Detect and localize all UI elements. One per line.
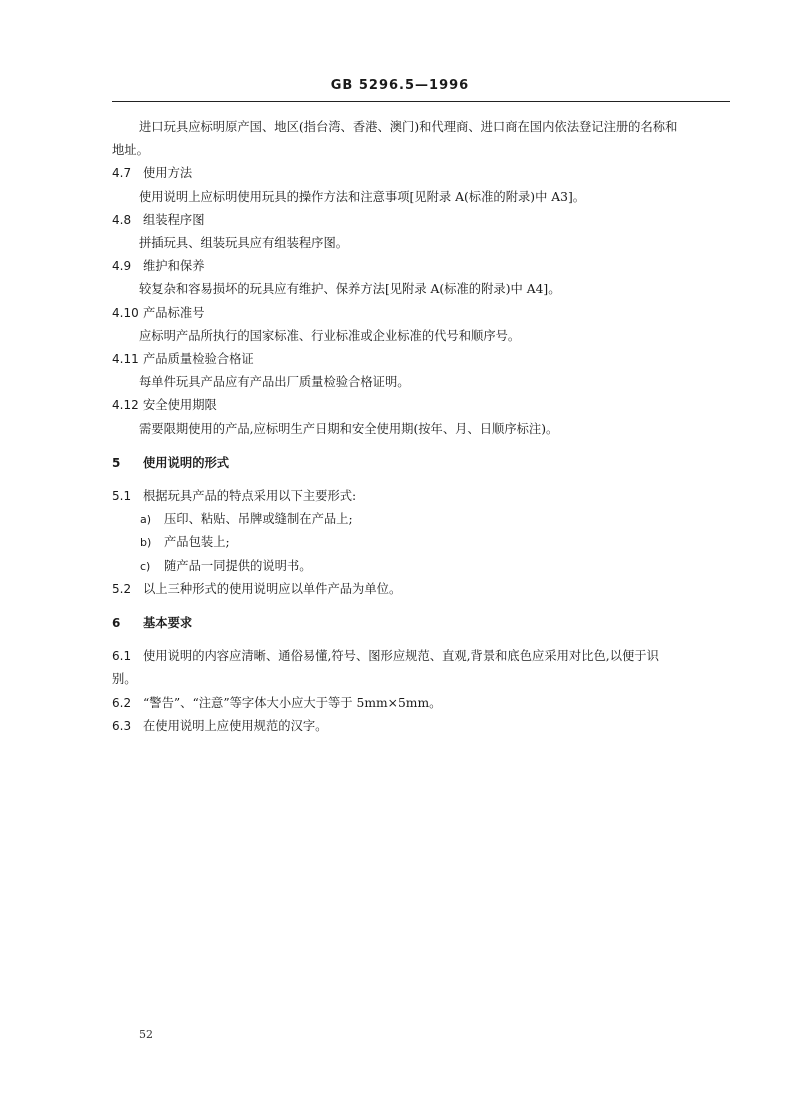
clause-4-7 — [112, 162, 732, 208]
list-item-label: b) — [140, 536, 152, 550]
clause-title: 产品标准号 — [143, 305, 205, 320]
clause-body: 应标明产品所执行的国家标准、行业标准或企业标准的代号和顺序号。 — [139, 328, 521, 343]
clause-6-2 — [112, 692, 732, 715]
document-body — [112, 116, 732, 738]
section-number: 6 — [112, 616, 121, 631]
clause-text: 在使用说明上应使用规范的汉字。 — [143, 718, 328, 733]
clause-body: 拼插玩具、组装玩具应有组装程序图。 — [139, 236, 349, 251]
clause-4-11 — [112, 348, 732, 394]
clause-number: 4.7 — [112, 166, 132, 181]
list-item-label: c) — [140, 559, 151, 573]
clause-title: 产品质量检验合格证 — [143, 352, 254, 367]
clause-body: 需要限期使用的产品,应标明生产日期和安全使用期(按年、月、日顺序标注)。 — [139, 421, 559, 436]
intro-paragraph: 进口玩具应标明原产国、地区(指台湾、香港、澳门)和代理商、进口商在国内依法登记注册的名称和 — [139, 120, 678, 134]
clause-number: 4.8 — [112, 212, 132, 227]
clause-4-12 — [112, 394, 732, 440]
clause-4-8 — [112, 209, 732, 255]
list-item-label: a) — [140, 513, 152, 527]
clause-number: 4.11 — [112, 352, 139, 367]
header-rule — [112, 101, 730, 102]
clause-number: 5.2 — [112, 581, 132, 596]
section-title: 基本要求 — [143, 615, 193, 631]
clause-text: 使用说明的内容应清晰、通俗易懂,符号、图形应规范、直观,背景和底色应采用对比色,以便于识 — [143, 649, 659, 664]
clause-4-10 — [112, 302, 732, 348]
list-item-text: 产品包装上; — [164, 535, 230, 550]
clause-number: 6.1 — [112, 649, 132, 664]
clause-title: 组装程序图 — [143, 212, 205, 227]
section-6-heading — [112, 611, 732, 635]
list-item-text: 随产品一同提供的说明书。 — [164, 558, 312, 573]
section-number: 5 — [112, 455, 121, 470]
clause-body: 每单件玩具产品应有产品出厂质量检验合格证明。 — [139, 375, 410, 390]
intro-paragraph-continuation: 地址。 — [112, 143, 149, 158]
list-item — [112, 555, 732, 578]
clause-body: 使用说明上应标明使用玩具的操作方法和注意事项[见附录 A(标准的附录)中 A3]。 — [139, 189, 586, 204]
clause-6-1-continuation: 别。 — [112, 672, 137, 687]
clause-title: 维护和保养 — [143, 259, 205, 274]
clause-number: 6.2 — [112, 695, 132, 710]
list-item — [112, 508, 732, 531]
clause-number: 5.1 — [112, 489, 132, 504]
standard-code-header: GB 5296.5—1996 — [330, 78, 470, 93]
clause-6-3 — [112, 715, 732, 738]
clause-body: 较复杂和容易损坏的玩具应有维护、保养方法[见附录 A(标准的附录)中 A4]。 — [139, 282, 561, 297]
clause-6-1 — [112, 645, 732, 668]
clause-number: 6.3 — [112, 718, 132, 733]
clause-title: 使用方法 — [143, 166, 193, 181]
page-number: 52 — [139, 1028, 153, 1041]
clause-number: 4.9 — [112, 259, 132, 274]
clause-4-9 — [112, 255, 732, 301]
list-item-text: 压印、粘贴、吊牌或缝制在产品上; — [164, 512, 353, 527]
list-item — [112, 531, 732, 554]
clause-number: 4.10 — [112, 305, 139, 320]
clause-text: 以上三种形式的使用说明应以单件产品为单位。 — [143, 581, 402, 596]
section-title: 使用说明的形式 — [143, 454, 230, 470]
section-5-heading — [112, 451, 732, 475]
clause-5-1 — [112, 485, 732, 508]
clause-title: 安全使用期限 — [143, 398, 217, 413]
clause-5-2 — [112, 578, 732, 601]
clause-number: 4.12 — [112, 398, 139, 413]
clause-text: “警告”、“注意”等字体大小应大于等于 5mm×5mm。 — [143, 695, 442, 710]
clause-text: 根据玩具产品的特点采用以下主要形式: — [143, 489, 357, 504]
